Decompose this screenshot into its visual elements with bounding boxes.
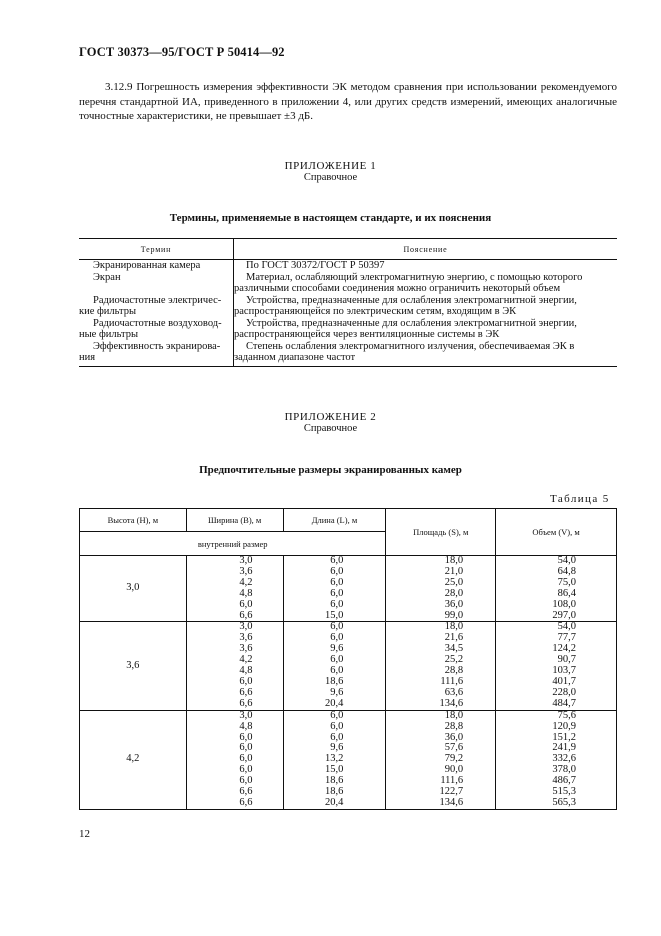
term-text: Эффективность экранирова-	[93, 340, 221, 352]
width-cell	[186, 710, 283, 809]
width-value: 3,6	[239, 565, 253, 577]
width-value: 3,6	[239, 632, 253, 644]
width-value: 6,0	[239, 731, 253, 743]
explanation-text: Материал, ослабляющий электромагнитную энергию, с помощью которого	[246, 271, 583, 283]
length-value: 9,6	[330, 686, 344, 698]
length-value: 6,0	[330, 665, 344, 677]
area-value: 111,6	[440, 675, 464, 687]
terms-row	[79, 295, 617, 318]
area-cell	[386, 710, 496, 809]
width-value: 4,8	[239, 720, 253, 732]
appendix1-title: ПРИЛОЖЕНИЕ 1	[284, 160, 377, 172]
area-value: 99,0	[444, 609, 464, 621]
volume-value: 484,7	[552, 697, 576, 709]
width-value: 6,6	[239, 796, 253, 808]
explanation-cell	[234, 318, 618, 341]
length-value: 6,0	[330, 587, 344, 599]
area-value: 21,0	[444, 565, 464, 577]
length-value: 18,6	[325, 775, 344, 787]
volume-value: 54,0	[557, 621, 576, 633]
header-length: Длина (L), м	[283, 509, 386, 532]
length-value: 6,0	[330, 709, 344, 721]
area-value: 79,2	[444, 753, 464, 765]
width-value: 6,6	[239, 786, 253, 798]
terms-row	[79, 318, 617, 341]
length-value: 18,6	[325, 675, 344, 687]
volume-value: 77,7	[557, 632, 576, 644]
dimensions-table	[79, 508, 617, 810]
explanation-cell	[234, 272, 618, 295]
length-value: 6,0	[330, 621, 344, 633]
length-cell	[283, 556, 386, 622]
height-cell: 3,0	[80, 556, 187, 622]
header-inner-size: внутренний размер	[80, 532, 386, 556]
terms-header-explanation: Пояснение	[234, 239, 618, 260]
width-value: 6,6	[239, 697, 253, 709]
width-value: 4,8	[239, 587, 253, 599]
area-value: 63,6	[444, 686, 464, 698]
term-text: кие фильтры	[79, 306, 137, 317]
length-value: 20,4	[325, 796, 344, 808]
area-value: 111,6	[440, 775, 464, 787]
width-value: 6,0	[239, 775, 253, 787]
terms-row	[79, 341, 617, 367]
length-value: 13,2	[325, 753, 344, 765]
length-value: 20,4	[325, 697, 344, 709]
length-value: 6,0	[330, 565, 344, 577]
volume-value: 228,0	[552, 686, 576, 698]
height-group-row	[80, 556, 617, 622]
width-value: 6,0	[239, 764, 253, 776]
header-area: Площадь (S), м	[386, 509, 496, 556]
volume-cell	[496, 622, 617, 710]
volume-cell	[496, 710, 617, 809]
length-value: 6,0	[330, 598, 344, 610]
appendix1-section-title: Термины, применяемые в настоящем стандарте, и их пояснения	[169, 212, 492, 224]
term-cell	[79, 295, 234, 318]
area-value: 25,2	[444, 654, 464, 666]
height-group-row	[80, 622, 617, 710]
length-value: 6,0	[330, 731, 344, 743]
length-value: 6,0	[330, 720, 344, 732]
width-value: 6,0	[239, 753, 253, 765]
explanation-text: распространяющейся по электрическим сетям, входящим в ЭК	[234, 306, 517, 317]
volume-value: 378,0	[552, 764, 576, 776]
height-group-row	[80, 710, 617, 809]
explanation-cell	[234, 295, 618, 318]
volume-value: 124,2	[552, 643, 576, 655]
length-value: 15,0	[325, 764, 344, 776]
explanation-text: различными способами соединения можно ограничить некоторый объем	[234, 283, 561, 294]
area-value: 34,5	[444, 643, 464, 655]
area-value: 36,0	[444, 731, 464, 743]
width-value: 6,6	[239, 686, 253, 698]
volume-value: 151,2	[552, 731, 576, 743]
volume-value: 90,7	[557, 654, 576, 666]
term-text: Радиочастотные электричес-	[93, 294, 222, 306]
terms-row	[79, 260, 617, 272]
dimensions-body	[80, 556, 617, 810]
width-value: 3,0	[239, 709, 253, 721]
terms-row	[79, 272, 617, 295]
explanation-text: распространяющейся через вентиляционные системы в ЭК	[234, 329, 500, 340]
width-cell	[186, 622, 283, 710]
width-value: 6,0	[239, 598, 253, 610]
terms-table	[79, 238, 617, 367]
appendix1-subtitle: Справочное	[303, 172, 358, 183]
area-value: 18,0	[444, 621, 464, 633]
length-cell	[283, 710, 386, 809]
volume-value: 401,7	[552, 675, 576, 687]
terms-body	[79, 260, 617, 367]
term-text: ния	[79, 352, 96, 363]
area-value: 18,0	[444, 709, 464, 721]
document-header: ГОСТ 30373—95/ГОСТ Р 50414—92	[79, 45, 285, 59]
explanation-cell	[234, 341, 618, 367]
terms-header-term: Термин	[79, 239, 234, 260]
clause-paragraph: 3.12.9 Погрешность измерения эффективности ЭК методом сравнения при использовании рекомендуемого перечня стандартной ИА, приведенного в приложении 4, или других средств измерений, имеющих аналогичные точностные характеристики, не превышает ±3 дБ.	[79, 81, 617, 122]
page-number: 12	[79, 828, 90, 840]
volume-value: 515,3	[552, 786, 576, 798]
area-value: 134,6	[439, 697, 464, 709]
volume-value: 75,0	[557, 576, 576, 588]
area-value: 18,0	[444, 555, 464, 566]
explanation-text: Устройства, предназначенные для ослабления электромагнитной энергии,	[246, 317, 577, 329]
explanation-cell	[234, 260, 618, 272]
area-value: 57,6	[444, 742, 464, 754]
appendix2-section-title: Предпочтительные размеры экранированных камер	[199, 464, 462, 476]
volume-value: 64,8	[557, 565, 576, 577]
volume-value: 120,9	[552, 720, 576, 732]
term-text: Радиочастотные воздуховод-	[93, 317, 222, 329]
volume-value: 565,3	[552, 796, 576, 808]
table-label: Таблица 5	[550, 493, 610, 505]
length-value: 18,6	[325, 786, 344, 798]
appendix2-subtitle: Справочное	[303, 423, 358, 434]
height-cell: 4,2	[80, 710, 187, 809]
volume-value: 54,0	[557, 555, 576, 566]
volume-value: 241,9	[552, 742, 576, 754]
length-value: 9,6	[330, 742, 344, 754]
term-cell	[79, 318, 234, 341]
explanation-text: По ГОСТ 30372/ГОСТ Р 50397	[246, 260, 385, 271]
length-value: 9,6	[330, 643, 344, 655]
width-value: 6,0	[239, 675, 253, 687]
width-value: 6,0	[239, 742, 253, 754]
volume-value: 486,7	[552, 775, 576, 787]
area-value: 28,8	[444, 665, 464, 677]
length-value: 6,0	[330, 555, 344, 566]
header-width: Ширина (B), м	[186, 509, 283, 532]
area-value: 28,0	[444, 587, 464, 599]
header-height: Высота (H), м	[80, 509, 187, 532]
explanation-text: Степень ослабления электромагнитного излучения, обеспечиваемая ЭК в	[246, 340, 575, 352]
area-value: 134,6	[439, 796, 464, 808]
area-value: 25,0	[444, 576, 464, 588]
volume-value: 297,0	[552, 609, 576, 621]
width-value: 4,2	[239, 654, 253, 666]
length-value: 15,0	[325, 609, 344, 621]
length-cell	[283, 622, 386, 710]
volume-cell	[496, 556, 617, 622]
width-value: 6,6	[239, 609, 253, 621]
volume-value: 103,7	[552, 665, 576, 677]
volume-value: 108,0	[552, 598, 576, 610]
area-value: 36,0	[444, 598, 464, 610]
height-cell: 3,6	[80, 622, 187, 710]
term-cell	[79, 260, 234, 272]
explanation-text: заданном диапазоне частот	[234, 352, 356, 363]
volume-value: 86,4	[557, 587, 576, 599]
width-value: 4,2	[239, 576, 253, 588]
area-value: 21,6	[444, 632, 464, 644]
width-value: 4,8	[239, 665, 253, 677]
volume-value: 75,6	[557, 709, 576, 721]
length-value: 6,0	[330, 654, 344, 666]
volume-value: 332,6	[552, 753, 576, 765]
term-text: ные фильтры	[79, 329, 139, 340]
length-value: 6,0	[330, 576, 344, 588]
term-cell	[79, 341, 234, 367]
area-value: 28,8	[444, 720, 464, 732]
width-value: 3,0	[239, 621, 253, 633]
area-cell	[386, 556, 496, 622]
width-cell	[186, 556, 283, 622]
term-cell	[79, 272, 234, 295]
appendix2-title: ПРИЛОЖЕНИЕ 2	[284, 411, 377, 423]
length-value: 6,0	[330, 632, 344, 644]
width-value: 3,6	[239, 643, 253, 655]
term-text: Экранированная камера	[93, 260, 201, 271]
term-text: Экран	[93, 271, 121, 283]
area-cell	[386, 622, 496, 710]
area-value: 90,0	[444, 764, 464, 776]
explanation-text: Устройства, предназначенные для ослабления электромагнитной энергии,	[246, 294, 577, 306]
header-volume: Объем (V), м	[496, 509, 617, 556]
area-value: 122,7	[439, 786, 464, 798]
width-value: 3,0	[239, 555, 253, 566]
